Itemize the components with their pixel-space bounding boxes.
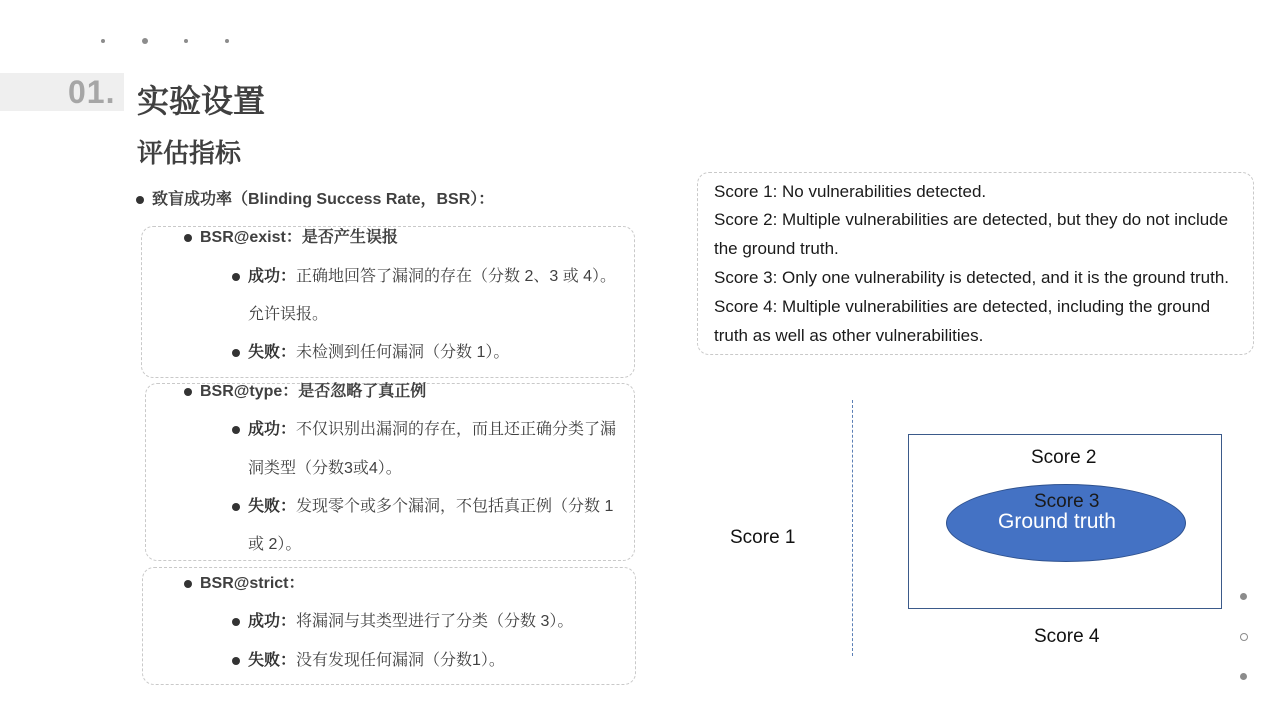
decor-dot <box>101 39 105 43</box>
failure-text: 发现零个或多个漏洞，不包括真正例（分数 1 <box>296 498 614 515</box>
diagram-score-2: Score 2 <box>1031 447 1097 468</box>
bsr-type-success-cont: 洞类型（分数3或4）。 <box>248 460 402 477</box>
section-number: 01. <box>68 74 116 110</box>
section-title: 实验设置 <box>137 83 266 119</box>
diagram-score-4: Score 4 <box>1034 626 1100 647</box>
page-subtitle: 评估指标 <box>137 138 242 168</box>
score-2-definition-cont: the ground truth. <box>714 239 839 258</box>
bsr-strict-success <box>248 612 573 632</box>
success-text: 正确地回答了漏洞的存在（分数 2、3 或 4）。 <box>296 268 617 285</box>
bullet-icon <box>136 196 144 204</box>
decor-dot <box>184 39 188 43</box>
decor-dot <box>225 39 229 43</box>
success-text: 将漏洞与其类型进行了分类（分数 3）。 <box>296 613 574 630</box>
bullet-icon <box>232 349 240 357</box>
bsr-strict-failure <box>248 651 505 671</box>
score-3-definition: Score 3: Only one vulnerability is detected, and it is the ground truth. <box>714 268 1230 287</box>
score-2-definition: Score 2: Multiple vulnerabilities are detected, but they do not include <box>714 210 1229 229</box>
bsr-exist-failure <box>248 343 509 363</box>
diagram-score-1: Score 1 <box>730 527 796 548</box>
bullet-icon <box>184 388 192 396</box>
bullet-icon <box>232 426 240 434</box>
failure-label: 失败： <box>248 344 297 361</box>
slide-nav-dot[interactable] <box>1240 593 1247 600</box>
success-label: 成功： <box>248 613 297 630</box>
slide-nav-dot[interactable] <box>1240 673 1247 680</box>
success-text: 不仅识别出漏洞的存在，而且还正确分类了漏 <box>296 421 617 438</box>
bullet-icon <box>232 503 240 511</box>
bullet-icon <box>184 234 192 242</box>
bsr-type-failure-cont: 或 2）。 <box>248 536 302 553</box>
bsr-exist-title: BSR@exist：是否产生误报 <box>200 229 398 246</box>
bullet-icon <box>232 618 240 626</box>
score-1-definition: Score 1: No vulnerabilities detected. <box>714 182 987 201</box>
slide-nav-dot-active[interactable] <box>1240 633 1248 641</box>
metric-heading: 致盲成功率（Blinding Success Rate，BSR）： <box>152 191 495 208</box>
failure-text: 没有发现任何漏洞（分数1）。 <box>296 652 505 669</box>
bsr-exist-success-cont: 允许误报。 <box>248 306 329 323</box>
bullet-icon <box>232 657 240 665</box>
failure-label: 失败： <box>248 498 297 515</box>
bullet-icon <box>232 273 240 281</box>
diagram-score-3: Score 3 <box>1034 491 1100 512</box>
diagram-ground-truth: Ground truth <box>998 510 1116 533</box>
success-label: 成功： <box>248 421 297 438</box>
bullet-icon <box>184 580 192 588</box>
score-4-definition: Score 4: Multiple vulnerabilities are detected, including the ground <box>714 297 1211 316</box>
decor-dot <box>142 38 148 44</box>
success-label: 成功： <box>248 268 297 285</box>
bsr-type-success <box>248 420 616 440</box>
score-4-definition-cont: truth as well as other vulnerabilities. <box>714 326 984 345</box>
failure-label: 失败： <box>248 652 297 669</box>
bsr-exist-success <box>248 267 616 287</box>
bsr-type-title: BSR@type：是否忽略了真正例 <box>200 383 427 400</box>
bsr-strict-title: BSR@strict： <box>200 575 305 592</box>
bsr-type-failure <box>248 497 613 517</box>
diagram-divider <box>852 400 853 656</box>
failure-text: 未检测到任何漏洞（分数 1）。 <box>296 344 510 361</box>
